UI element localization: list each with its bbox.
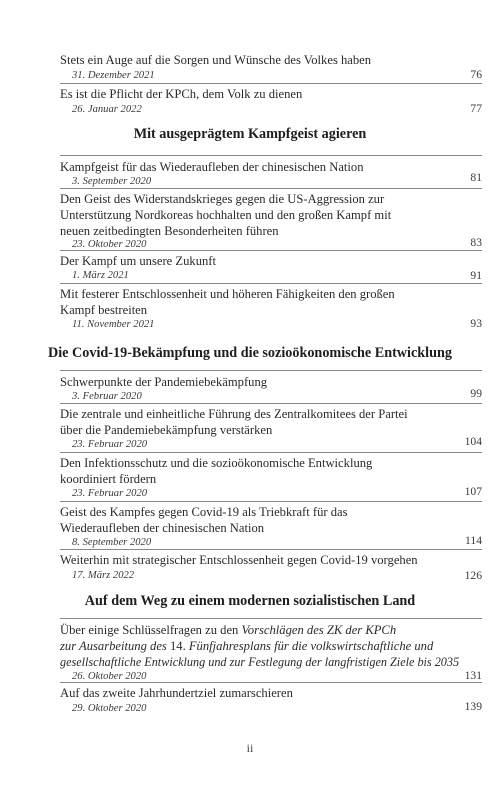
entry-page: 107 (464, 485, 482, 498)
entry-title-line (60, 622, 482, 638)
entry-title-line: Unterstützung Nordkoreas hochhalten und den großen Kampf mit (60, 208, 392, 222)
entry-page: 99 (470, 387, 482, 400)
entry-page: 114 (465, 534, 482, 547)
entry-title-line: gesellschaftliche Entwicklung und zur Festlegung der langfristigen Ziele bis 2035 (60, 655, 460, 669)
divider (60, 452, 482, 453)
entry-page: 77 (470, 102, 482, 115)
entry-title-line: Mit festerer Entschlossenheit und höheren Fähigkeiten den großen (60, 287, 395, 301)
entry-title-line: Geist des Kampfes gegen Covid-19 als Triebkraft für das (60, 505, 348, 519)
entry-page: 131 (464, 669, 482, 682)
entry-title: Schwerpunkte der Pandemiebekämpfung (60, 375, 268, 389)
toc-entry[interactable] (60, 406, 482, 450)
divider (60, 403, 482, 404)
entry-title: Es ist die Pflicht der KPCh, dem Volk zu dienen (60, 87, 303, 101)
divider (60, 188, 482, 189)
entry-title-line (60, 638, 482, 654)
entry-date: 1. März 2021 (72, 270, 129, 281)
divider (60, 370, 482, 371)
entry-title-line: Den Geist des Widerstandskrieges gegen die US-Aggression zur (60, 192, 385, 206)
divider (60, 283, 482, 284)
divider (60, 618, 482, 619)
entry-title-line: Den Infektionsschutz und die sozioökonomische Entwicklung (60, 456, 373, 470)
entry-page: 93 (470, 317, 482, 330)
entry-date: 23. Februar 2020 (72, 488, 148, 499)
toc-entry[interactable] (60, 191, 482, 250)
entry-title-line: Wiederaufleben der chinesischen Nation (60, 521, 265, 535)
entry-title: Stets ein Auge auf die Sorgen und Wünsche des Volkes haben (60, 53, 372, 67)
toc-entry[interactable] (60, 86, 482, 115)
entry-title: Kampfgeist für das Wiederaufleben der chinesischen Nation (60, 160, 364, 174)
toc-entry[interactable] (60, 286, 482, 330)
toc-entry[interactable] (60, 504, 482, 548)
toc-entry[interactable] (60, 455, 482, 499)
entry-title-line: über die Pandemiebekämpfung verstärken (60, 423, 273, 437)
entry-page: 139 (464, 700, 482, 713)
page-number-footer: ii (246, 741, 254, 755)
divider (60, 501, 482, 502)
entry-page: 76 (470, 68, 482, 81)
divider (60, 682, 482, 683)
entry-date: 3. Februar 2020 (72, 391, 142, 402)
entry-date: 29. Oktober 2020 (72, 703, 147, 714)
entry-date: 23. Februar 2020 (72, 439, 148, 450)
divider (60, 250, 482, 251)
entry-page: 104 (464, 435, 482, 448)
title-italic: zur Ausarbeitung des (60, 639, 170, 653)
entry-date: 31. Dezember 2021 (72, 70, 155, 81)
toc-entry[interactable] (60, 253, 482, 282)
entry-title-line: Kampf bestreiten (60, 303, 148, 317)
entry-page: 126 (464, 569, 482, 582)
section-heading: Die Covid-19-Bekämpfung und die sozioökonomische Entwicklung (47, 345, 453, 361)
toc-entry[interactable] (60, 159, 482, 187)
entry-title-line: neuen zeitbedingten Besonderheiten führen (60, 224, 279, 238)
entry-date: 26. Januar 2022 (72, 104, 142, 115)
title-text: 14. (169, 639, 186, 653)
toc-entry[interactable] (60, 685, 482, 714)
entry-title: Weiterhin mit strategischer Entschlossenheit gegen Covid-19 vorgehen (60, 553, 418, 567)
entry-date: 23. Oktober 2020 (72, 239, 147, 250)
toc-entry[interactable] (60, 374, 482, 402)
title-italic: Fünfjahresplans für die volkswirtschaftliche und (185, 639, 434, 653)
divider (60, 83, 482, 84)
section-heading: Mit ausgeprägtem Kampfgeist agieren (133, 126, 367, 142)
entry-title: Auf das zweite Jahrhundertziel zumarschieren (60, 686, 293, 700)
divider (60, 155, 482, 156)
entry-date: 26. Oktober 2020 (72, 671, 147, 682)
entry-date: 3. September 2020 (72, 176, 152, 187)
entry-title-line: Die zentrale und einheitliche Führung des Zentralkomitees der Partei (60, 407, 408, 421)
entry-page: 83 (470, 236, 482, 249)
divider (60, 549, 482, 550)
title-italic: Vorschlägen des ZK der KPCh (241, 623, 397, 637)
entry-date: 8. September 2020 (72, 537, 152, 548)
section-heading: Auf dem Weg zu einem modernen sozialistischen Land (84, 593, 416, 609)
entry-title-line: koordiniert fördern (60, 472, 157, 486)
entry-date: 17. März 2022 (72, 570, 135, 581)
title-text: Über einige Schlüsselfragen zu den (60, 623, 242, 637)
entry-page: 91 (470, 269, 482, 282)
toc-entry[interactable] (60, 552, 482, 582)
toc-entry[interactable] (60, 622, 482, 682)
toc-entry[interactable] (60, 52, 482, 81)
entry-date: 11. November 2021 (72, 319, 155, 330)
entry-title: Der Kampf um unsere Zukunft (60, 254, 216, 268)
entry-page: 81 (470, 171, 482, 184)
